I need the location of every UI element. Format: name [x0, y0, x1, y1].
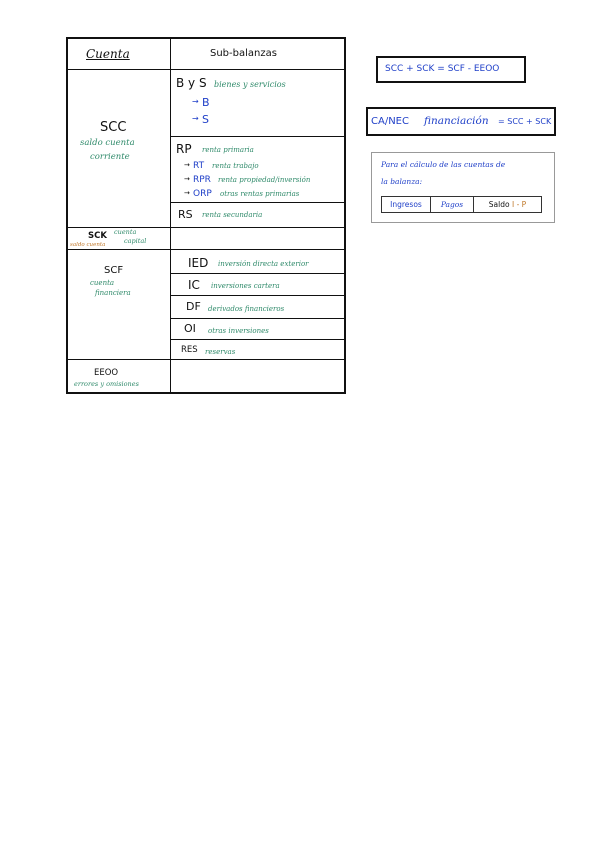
pagos-cell: Pagos [431, 197, 474, 212]
res-desc: reservas [205, 348, 236, 356]
df-desc: derivados financieros [208, 305, 285, 313]
df-code: DF [186, 300, 201, 313]
equation-2-left: CA/NEC [371, 116, 409, 127]
header-divider [68, 69, 344, 70]
ied-desc: inversión directa exterior [218, 260, 309, 268]
res-code: RES [181, 345, 198, 355]
scc-desc-line2: corriente [90, 152, 130, 162]
row-divider-eeoo [68, 359, 344, 360]
header-subbalanzas: Sub-balanzas [210, 48, 277, 59]
calc-line-2: la balanza: [381, 177, 423, 186]
sck-code: SCK [88, 231, 107, 241]
calc-line-1: Para el cálculo de las cuentas de [381, 160, 506, 169]
orp-code: ORP [193, 189, 212, 199]
equation-2-mid: financiación [424, 115, 489, 127]
saldo-cell [474, 197, 541, 212]
orp-desc: otras rentas primarias [220, 190, 300, 198]
row-divider-scf [68, 249, 344, 250]
scf-desc-line2: financiera [95, 289, 131, 297]
saldo-formula: I - P [511, 200, 527, 209]
eeoo-desc: errores y omisiones [74, 380, 139, 388]
b-arrow-icon: → [192, 97, 199, 106]
b-item: B [202, 96, 210, 109]
rpr-arrow-icon: → [184, 175, 190, 183]
orp-arrow-icon: → [184, 189, 190, 197]
ic-code: IC [188, 278, 200, 292]
ied-code: IED [188, 256, 209, 270]
subrow-divider-oi [170, 318, 344, 319]
ic-desc: inversiones cartera [211, 282, 280, 290]
bys-code: B y S [176, 76, 207, 90]
saldo-label: Saldo [488, 200, 510, 209]
rp-desc: renta primaria [202, 146, 254, 154]
sck-desc-line1: cuenta [114, 228, 137, 236]
rpr-code: RPR [193, 175, 211, 185]
subrow-divider-rs [170, 202, 344, 203]
rp-code: RP [176, 142, 192, 156]
rs-desc: renta secundaria [202, 211, 263, 219]
bys-desc: bienes y servicios [214, 80, 286, 89]
equation-1: SCC + SCK = SCF - EEOO [385, 64, 500, 74]
equation-2-right: = SCC + SCK [498, 117, 552, 126]
income-payment-table [381, 196, 542, 213]
subrow-divider-res [170, 339, 344, 340]
header-cuenta: Cuenta [86, 47, 130, 61]
balance-table [66, 37, 346, 394]
rt-code: RT [193, 161, 205, 171]
calculation-note [371, 152, 555, 223]
subrow-divider-rp [170, 136, 344, 137]
eeoo-code: EEOO [94, 368, 119, 378]
rt-arrow-icon: → [184, 161, 190, 169]
rs-code: RS [178, 208, 193, 221]
scc-desc-line1: saldo cuenta [80, 138, 135, 148]
scf-desc-line1: cuenta [90, 279, 115, 287]
sck-desc-line2: capital [124, 237, 147, 245]
oi-desc: otras inversiones [208, 327, 269, 335]
oi-code: OI [184, 322, 196, 335]
sck-sub: saldo cuenta [70, 242, 106, 248]
ingresos-cell: Ingresos [382, 197, 431, 212]
scc-code: SCC [100, 120, 127, 135]
equation-box-1 [376, 56, 526, 83]
scf-code: SCF [104, 265, 124, 276]
equation-box-2 [366, 107, 556, 136]
subrow-divider-df [170, 295, 344, 296]
subrow-divider-ic [170, 273, 344, 274]
row-divider-sck [68, 227, 344, 228]
s-item: S [202, 113, 209, 126]
s-arrow-icon: → [192, 114, 199, 123]
rpr-desc: renta propiedad/inversión [218, 176, 311, 184]
rt-desc: renta trabajo [212, 162, 259, 170]
